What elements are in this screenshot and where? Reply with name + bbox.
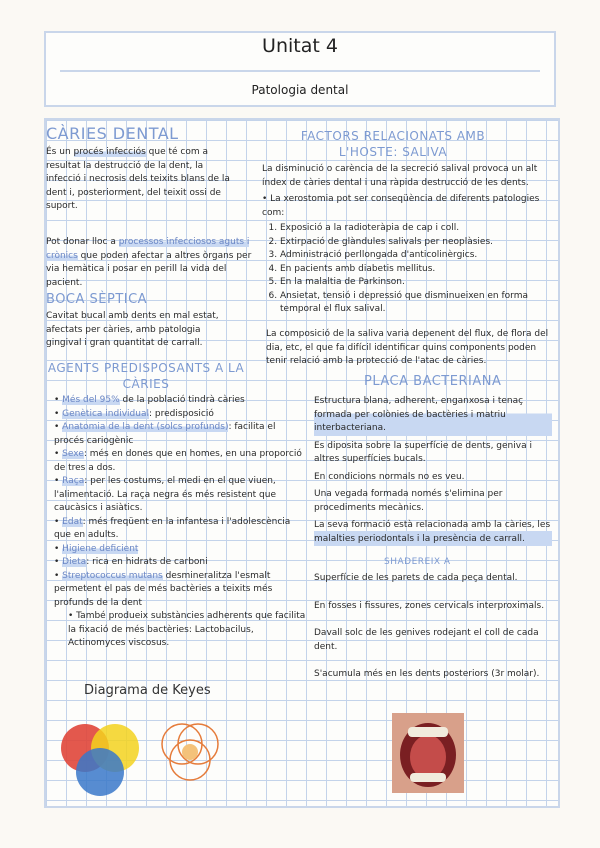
agent-key: Sexe	[62, 449, 84, 459]
caries-p2-start: Pot donar lloc a	[46, 237, 119, 247]
caries-p1	[46, 146, 236, 214]
agent-key: Raça	[62, 476, 85, 486]
header-box	[44, 31, 556, 107]
boca-text: Cavitat bucal amb dents en mal estat, afectats per càries, amb patologia gingival i gran quantitat de carrall.	[46, 311, 219, 348]
placa-heading: PLACA BACTERIANA	[364, 374, 502, 389]
page-title: Unitat 4	[262, 35, 338, 57]
keyes-circle-substrate	[76, 748, 124, 796]
agent-value: : per les costums, el medi en el que viuen, l'alimentació. La raça negra és més resistent que caucàsics i asiàtics.	[54, 476, 276, 513]
agent-value: : més freqüent en la infantesa i l'adolescència que en adults.	[54, 516, 291, 540]
caries-p1-key: procés infecciós	[73, 147, 146, 157]
agent-key: Streptococcus mutans	[62, 570, 163, 581]
agent-value: : facilita el procés cariogènic	[54, 422, 276, 446]
agents-items	[46, 394, 308, 610]
agent-item: • Dieta: rica en hidrats de carboni	[54, 557, 208, 567]
agents-sub-text: També produeix substàncies adherents que facilita la fixació de més bactèries: Lactobacilus, Actinomyces viscosus.	[68, 611, 306, 648]
agent-item: • Sexe: més en dones que en homes, en una proporció de tres a dos.	[54, 449, 302, 473]
caries-p2-key: processos infecciosos aguts i crònics	[46, 237, 250, 261]
agent-value: desmineralitza l'esmalt permetent el pas de més bactèries a teixits més profunds de la dent	[54, 570, 273, 608]
factor-item: 4. En pacients amb diabetis mellitus.	[280, 263, 548, 277]
agent-item: • Raça: per les costums, el medi en el que viuen, l'alimentació. La raça negra és més resistent que caucàsics i asiàtics.	[54, 476, 276, 513]
caries-heading: CÀRIES DENTAL	[46, 124, 179, 143]
factor-item: 6. Ansietat, tensió i depressió que disminueixen en forma temporal el flux salival.	[280, 290, 548, 317]
factors-heading: FACTORS RELACIONATS AMB L'HOSTE: SALIVA	[300, 129, 486, 159]
agent-key: Anatomia de la dent (solcs profunds)	[62, 422, 229, 432]
agent-item: • Genètica individual: predisposició	[54, 408, 214, 419]
agents-list	[46, 394, 308, 651]
factors-intro: La disminució o carència de la secreció salival provoca un alt índex de càries dental i una ràpida destrucció de les dents.	[262, 164, 538, 188]
caries-p1-start: És un	[46, 147, 74, 157]
placa-paragraph: En condicions normals no es veu.	[314, 471, 465, 482]
placa-paragraphs	[314, 395, 552, 550]
agent-value: : més en dones que en homes, en una proporció de tres a dos.	[54, 449, 302, 473]
agent-key: Més del 95%	[62, 395, 120, 405]
placa-locations	[314, 572, 552, 696]
page-subtitle: Patologia dental	[251, 83, 349, 97]
placa-location: Superfície de les parets de cada peça dental.	[314, 573, 518, 583]
mouth-photo	[392, 713, 464, 793]
placa-location: Davall solc de les genives rodejant el coll de cada dent.	[314, 628, 539, 652]
placa-paragraph: Estructura blana, adherent, enganxosa i tenaç formada per colònies de bactèries i matriu interbacteriana.	[314, 395, 552, 436]
boca-heading: BOCA SÈPTICA	[46, 292, 148, 307]
placa-paragraph: La seva formació està relacionada amb la càries, les malalties periodontals i la presència de carrall.	[314, 519, 552, 546]
keyes-diagram-image-2	[158, 710, 222, 794]
agent-key: Higiene deficient	[62, 543, 139, 554]
placa-sub-heading: SHADEREIX A	[384, 557, 451, 567]
agent-item: • Edat: més freqüent en la infantesa i l'adolescència que en adults.	[54, 516, 291, 540]
agent-key: Genètica individual	[62, 408, 149, 419]
caries-p2	[46, 236, 260, 290]
factors-xerostomia: • La xerostomia pot ser conseqüència de diferents patologies com:	[262, 194, 540, 218]
factors-list	[264, 222, 548, 317]
placa-paragraph: Una vegada formada només s'elimina per procediments mecànics.	[314, 489, 503, 513]
factor-item: 5. En la malaltia de Parkinson.	[280, 276, 548, 290]
agent-key: Edat	[62, 516, 83, 527]
agent-value: : predisposició	[148, 408, 214, 419]
keyes-diagram-image	[50, 706, 150, 796]
caries-p1-text: que té com a resultat la destrucció de la dent, la infecció i necrosis dels teixits blans de la dent i, posteriorment, del teixit ossi de suport.	[46, 147, 230, 211]
agent-item: • Més del 95% de la població tindrà càries	[54, 395, 245, 405]
placa-location: S'acumula més en les dents posteriors (3r molar).	[314, 669, 540, 679]
factors-items	[264, 222, 548, 317]
agent-key: Dieta	[62, 557, 87, 567]
agent-item: • Anatomia de la dent (solcs profunds): facilita el procés cariogènic	[54, 422, 276, 446]
factors-outro: La composició de la saliva varia depenent del flux, de flora del dia, etc, el que fa difícil identificar quins components poden tenir relació amb la protecció de l'atac de càries.	[266, 329, 549, 366]
agent-item: • Streptococcus mutans desmineralitza l'esmalt permetent el pas de més bactèries a teixits més profunds de la dent	[54, 570, 273, 608]
keyes-heading: Diagrama de Keyes	[84, 683, 211, 698]
factor-item: 3. Administració perllongada d'anticolinèrgics.	[280, 249, 548, 263]
agent-item: • Higiene deficient	[54, 543, 139, 554]
factor-item: 1. Exposició a la radioteràpia de cap i coll.	[280, 222, 548, 236]
agent-value: de la població tindrà càries	[119, 395, 245, 405]
agents-heading: AGENTS PREDISPOSANTS A LA CÀRIES	[47, 361, 245, 391]
header-divider	[60, 70, 540, 72]
placa-location: En fosses i fissures, zones cervicals interproximals.	[314, 600, 545, 611]
factor-item: 2. Extirpació de glàndules salivals per neoplàsies.	[280, 236, 548, 250]
placa-paragraph: Es diposita sobre la superfície de dents, geniva i altres superfícies bucals.	[314, 440, 532, 464]
agents-sub-item: • També produeix substàncies adherents que facilita la fixació de més bactèries: Lactobacilus, Actinomyces viscosus.	[68, 611, 306, 648]
caries-p2-text: que poden afectar a altres òrgans per via hemàtica i posar en perill la vida del pacient.	[46, 250, 252, 288]
agent-value: : rica en hidrats de carboni	[86, 557, 208, 567]
